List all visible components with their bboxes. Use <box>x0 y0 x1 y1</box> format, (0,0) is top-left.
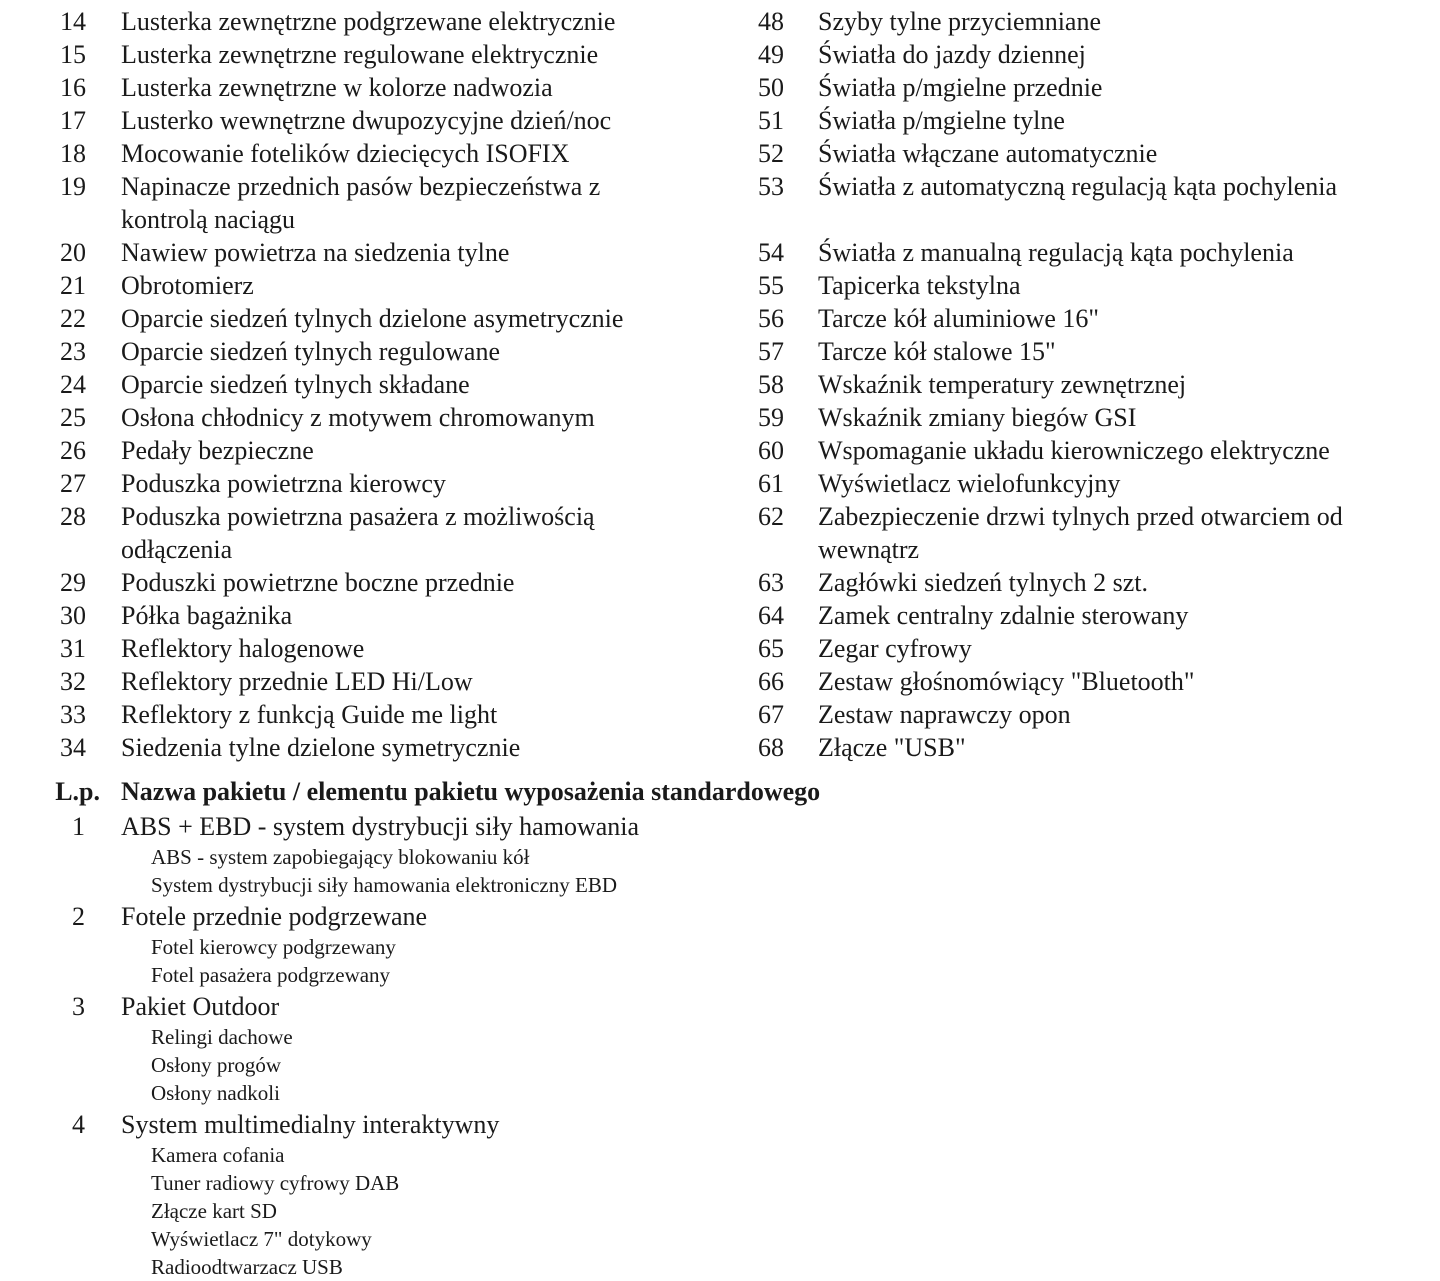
header-package-name: Nazwa pakietu / elementu pakietu wyposażenia standardowego <box>121 777 821 806</box>
equipment-item <box>698 665 1378 698</box>
item-name: Osłona chłodnicy z motywem chromowanym <box>121 403 595 432</box>
package-element: Kamera cofania <box>151 1143 285 1167</box>
equipment-row <box>0 500 1440 566</box>
item-name: Lusterka zewnętrzne podgrzewane elektrycznie <box>121 7 616 36</box>
package-element: Złącze kart SD <box>151 1199 277 1223</box>
item-number: 52 <box>758 139 784 168</box>
equipment-item <box>0 104 698 137</box>
item-number: 19 <box>60 172 86 201</box>
item-number: 23 <box>60 337 86 366</box>
equipment-item <box>698 302 1378 335</box>
equipment-row <box>0 632 1440 665</box>
item-name: Lusterko wewnętrzne dwupozycyjne dzień/noc <box>121 106 612 135</box>
package-element: Osłony progów <box>151 1053 282 1077</box>
item-number: 67 <box>758 700 784 729</box>
item-number: 65 <box>758 634 784 663</box>
equipment-item <box>698 731 1378 764</box>
item-name: Mocowanie fotelików dziecięcych ISOFIX <box>121 139 570 168</box>
package-name: Pakiet Outdoor <box>121 992 280 1021</box>
item-number: 15 <box>60 40 86 69</box>
equipment-item <box>0 698 698 731</box>
equipment-row <box>0 335 1440 368</box>
package-element: Relingi dachowe <box>151 1025 293 1049</box>
package-element: System dystrybucji siły hamowania elektroniczny EBD <box>151 873 617 897</box>
item-number: 60 <box>758 436 784 465</box>
equipment-item <box>698 500 1378 566</box>
item-name: Zagłówki siedzeń tylnych 2 szt. <box>818 568 1148 597</box>
item-number: 32 <box>60 667 86 696</box>
item-name: Zegar cyfrowy <box>818 634 972 663</box>
item-number: 61 <box>758 469 784 498</box>
equipment-item <box>0 137 698 170</box>
item-name: Światła do jazdy dziennej <box>818 40 1086 69</box>
equipment-item <box>0 599 698 632</box>
equipment-item <box>698 269 1378 302</box>
equipment-item <box>0 269 698 302</box>
item-number: 22 <box>60 304 86 333</box>
item-number: 51 <box>758 106 784 135</box>
equipment-row <box>0 38 1440 71</box>
equipment-item <box>0 467 698 500</box>
equipment-item <box>0 170 698 236</box>
item-number: 48 <box>758 7 784 36</box>
equipment-item <box>0 236 698 269</box>
equipment-row <box>0 236 1440 269</box>
package-element: Fotel pasażera podgrzewany <box>151 963 391 987</box>
item-name: Zestaw naprawczy opon <box>818 700 1071 729</box>
item-name: Lusterka zewnętrzne regulowane elektrycznie <box>121 40 599 69</box>
item-number: 53 <box>758 172 784 201</box>
package-item <box>0 1109 1440 1141</box>
equipment-row <box>0 5 1440 38</box>
equipment-row <box>0 170 1440 236</box>
item-number: 27 <box>60 469 86 498</box>
package-element: Radioodtwarzacz USB <box>151 1255 343 1279</box>
item-name: Tapicerka tekstylna <box>818 271 1021 300</box>
item-name: Oparcie siedzeń tylnych składane <box>121 370 470 399</box>
equipment-item <box>0 302 698 335</box>
package-table-header <box>0 775 1440 809</box>
equipment-item <box>698 599 1378 632</box>
item-number: 56 <box>758 304 784 333</box>
equipment-item <box>698 434 1378 467</box>
item-name: Zestaw głośnomówiący "Bluetooth" <box>818 667 1195 696</box>
equipment-item <box>698 368 1378 401</box>
item-name: Wskaźnik zmiany biegów GSI <box>818 403 1137 432</box>
equipment-item <box>0 5 698 38</box>
equipment-item <box>698 401 1378 434</box>
item-name: Poduszka powietrzna kierowcy <box>121 469 446 498</box>
equipment-item <box>698 5 1378 38</box>
equipment-item <box>0 731 698 764</box>
item-number: 63 <box>758 568 784 597</box>
item-name: Światła p/mgielne przednie <box>818 73 1103 102</box>
item-number: 54 <box>758 238 784 267</box>
equipment-item <box>698 467 1378 500</box>
item-name: Tarcze kół aluminiowe 16" <box>818 304 1099 333</box>
package-number: 3 <box>72 992 85 1021</box>
equipment-item <box>698 632 1378 665</box>
package-item <box>0 901 1440 933</box>
item-number: 57 <box>758 337 784 366</box>
item-number: 34 <box>60 733 86 762</box>
item-number: 30 <box>60 601 86 630</box>
item-number: 33 <box>60 700 86 729</box>
equipment-list <box>0 5 1440 764</box>
item-number: 24 <box>60 370 86 399</box>
equipment-item <box>0 500 698 566</box>
item-number: 68 <box>758 733 784 762</box>
equipment-row <box>0 467 1440 500</box>
item-name: Napinacze przednich pasów bezpieczeństwa z kontrolą naciągu <box>121 172 601 234</box>
item-name: Wspomaganie układu kierowniczego elektryczne <box>818 436 1330 465</box>
equipment-row <box>0 401 1440 434</box>
item-name: Oparcie siedzeń tylnych dzielone asymetrycznie <box>121 304 624 333</box>
item-name: Poduszka powietrzna pasażera z możliwością odłączenia <box>121 502 595 564</box>
equipment-item <box>698 38 1378 71</box>
package-element: Fotel kierowcy podgrzewany <box>151 935 396 959</box>
item-number: 28 <box>60 502 86 531</box>
item-name: Złącze "USB" <box>818 733 966 762</box>
item-number: 66 <box>758 667 784 696</box>
equipment-row <box>0 71 1440 104</box>
equipment-item <box>698 335 1378 368</box>
item-name: Szyby tylne przyciemniane <box>818 7 1102 36</box>
package-element: ABS - system zapobiegający blokowaniu kół <box>151 845 530 869</box>
item-name: Reflektory halogenowe <box>121 634 365 663</box>
item-number: 18 <box>60 139 86 168</box>
equipment-item <box>0 401 698 434</box>
equipment-row <box>0 698 1440 731</box>
item-name: Światła z manualną regulacją kąta pochylenia <box>818 238 1294 267</box>
item-number: 59 <box>758 403 784 432</box>
item-name: Światła z automatyczną regulacją kąta pochylenia <box>818 172 1338 201</box>
item-number: 25 <box>60 403 86 432</box>
item-number: 21 <box>60 271 86 300</box>
equipment-item <box>698 236 1378 269</box>
package-name: ABS + EBD - system dystrybucji siły hamowania <box>121 812 640 841</box>
package-element: Wyświetlacz 7" dotykowy <box>151 1227 372 1251</box>
item-name: Oparcie siedzeń tylnych regulowane <box>121 337 501 366</box>
item-name: Poduszki powietrzne boczne przednie <box>121 568 515 597</box>
equipment-item <box>0 632 698 665</box>
equipment-row <box>0 566 1440 599</box>
equipment-item <box>0 38 698 71</box>
header-lp: L.p. <box>55 777 100 806</box>
package-element: Tuner radiowy cyfrowy DAB <box>151 1171 400 1195</box>
equipment-row <box>0 104 1440 137</box>
item-number: 26 <box>60 436 86 465</box>
item-name: Zabezpieczenie drzwi tylnych przed otwarciem od wewnątrz <box>818 502 1343 564</box>
equipment-item <box>0 335 698 368</box>
package-element: Osłony nadkoli <box>151 1081 280 1105</box>
equipment-item <box>0 665 698 698</box>
equipment-item <box>698 71 1378 104</box>
equipment-item <box>0 368 698 401</box>
equipment-row <box>0 302 1440 335</box>
equipment-item <box>698 104 1378 137</box>
equipment-item <box>0 566 698 599</box>
equipment-item <box>698 698 1378 731</box>
package-name: System multimedialny interaktywny <box>121 1110 500 1139</box>
item-name: Obrotomierz <box>121 271 254 300</box>
item-name: Pedały bezpieczne <box>121 436 314 465</box>
item-number: 50 <box>758 73 784 102</box>
item-name: Światła włączane automatycznie <box>818 139 1158 168</box>
equipment-row <box>0 368 1440 401</box>
equipment-item <box>0 71 698 104</box>
item-name: Zamek centralny zdalnie sterowany <box>818 601 1189 630</box>
equipment-row <box>0 269 1440 302</box>
item-number: 64 <box>758 601 784 630</box>
item-name: Tarcze kół stalowe 15" <box>818 337 1056 366</box>
item-number: 20 <box>60 238 86 267</box>
item-number: 14 <box>60 7 86 36</box>
equipment-item <box>0 434 698 467</box>
item-number: 16 <box>60 73 86 102</box>
package-number: 4 <box>72 1110 85 1139</box>
equipment-row <box>0 434 1440 467</box>
item-number: 29 <box>60 568 86 597</box>
item-name: Wskaźnik temperatury zewnętrznej <box>818 370 1187 399</box>
item-name: Półka bagażnika <box>121 601 293 630</box>
item-name: Lusterka zewnętrzne w kolorze nadwozia <box>121 73 553 102</box>
package-name: Fotele przednie podgrzewane <box>121 902 428 931</box>
equipment-row <box>0 731 1440 764</box>
item-name: Nawiew powietrza na siedzenia tylne <box>121 238 510 267</box>
package-item <box>0 991 1440 1023</box>
equipment-row <box>0 137 1440 170</box>
equipment-row <box>0 599 1440 632</box>
item-number: 49 <box>758 40 784 69</box>
item-number: 17 <box>60 106 86 135</box>
item-number: 62 <box>758 502 784 531</box>
equipment-item <box>698 170 1378 236</box>
item-number: 31 <box>60 634 86 663</box>
equipment-item <box>698 137 1378 170</box>
equipment-item <box>698 566 1378 599</box>
package-item <box>0 811 1440 843</box>
item-name: Siedzenia tylne dzielone symetrycznie <box>121 733 521 762</box>
package-number: 2 <box>72 902 85 931</box>
item-name: Reflektory przednie LED Hi/Low <box>121 667 473 696</box>
item-name: Reflektory z funkcją Guide me light <box>121 700 498 729</box>
item-number: 55 <box>758 271 784 300</box>
equipment-row <box>0 665 1440 698</box>
item-name: Wyświetlacz wielofunkcyjny <box>818 469 1121 498</box>
package-list <box>0 775 1440 1281</box>
package-number: 1 <box>72 812 85 841</box>
item-number: 58 <box>758 370 784 399</box>
item-name: Światła p/mgielne tylne <box>818 106 1065 135</box>
